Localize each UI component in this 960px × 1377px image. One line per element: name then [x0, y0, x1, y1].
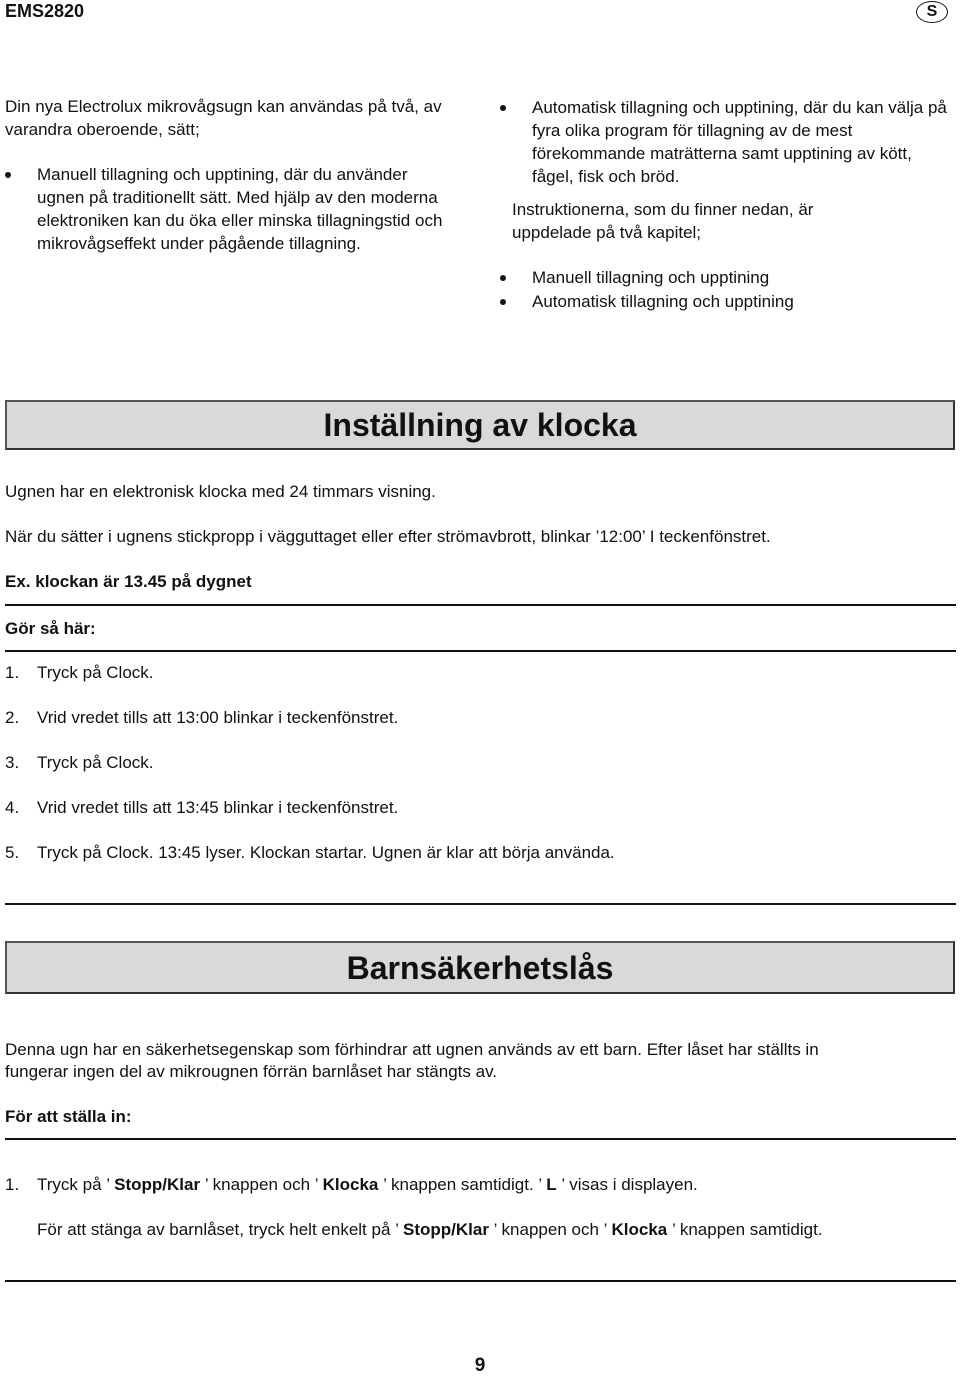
bullet-icon: [5, 172, 11, 178]
bullet-icon: [500, 299, 506, 305]
step-text: Tryck på ’: [37, 1175, 115, 1194]
clock-step: [5, 706, 398, 729]
list-item: [500, 290, 952, 314]
child-lock-off-instruction: [37, 1218, 823, 1241]
instruction-text: ’ knappen och ’: [488, 1220, 612, 1239]
stop-key-label: Stopp/Klar: [403, 1220, 489, 1239]
clock-section-heading: Inställning av klocka: [5, 400, 955, 450]
child-lock-description-line2: fungerar ingen del av mikrougnen förrän barnlåset har stängts av.: [5, 1062, 498, 1081]
howto-heading: Gör så här:: [5, 619, 96, 638]
manual-cooking-description: Manuell tillagning och upptining, där du använder ugnen på traditionellt sätt. Med hjälp av den moderna elektroniken kan du öka eller minska tillagningstid och mikrovågseffekt under pågående tillagning.: [37, 165, 443, 253]
clock-blink-info: När du sätter i ugnens stickpropp i vägguttaget eller efter strömavbrott, blinkar ’12:00’ I teckenfönstret.: [5, 527, 771, 546]
language-badge: S: [916, 1, 948, 23]
divider: [5, 604, 956, 606]
child-lock-description-line1: Denna ugn har en säkerhetsegenskap som förhindrar att ugnen används av ett barn. Efter låset har ställts in: [5, 1040, 819, 1059]
clock-step: [5, 751, 154, 774]
step-number: 1.: [5, 663, 20, 682]
clock-step: [5, 661, 154, 684]
step-number: 3.: [5, 753, 20, 772]
bullet-icon: [500, 105, 506, 111]
step-number: 5.: [5, 843, 20, 862]
step-number: 4.: [5, 798, 20, 817]
intro-left-list: [5, 163, 460, 255]
intro-paragraph: Din nya Electrolux mikrovågsugn kan användas på två, av varandra oberoende, sätt;: [5, 97, 442, 139]
setup-heading: För att ställa in:: [5, 1107, 132, 1126]
child-lock-step: [5, 1173, 698, 1196]
clock-key-label: Klocka: [322, 1175, 379, 1194]
step-text: Vrid vredet tills att 13:45 blinkar i teckenfönstret.: [37, 798, 399, 817]
lock-symbol-label: L: [546, 1175, 557, 1194]
clock-example: Ex. klockan är 13.45 på dygnet: [5, 572, 252, 591]
clock-description: Ugnen har en elektronisk klocka med 24 timmars visning.: [5, 482, 436, 501]
divider: [5, 1138, 956, 1140]
list-item: [500, 96, 952, 188]
instruction-text: För att stänga av barnlåset, tryck helt enkelt på ’: [37, 1220, 403, 1239]
chapter-automatic: Automatisk tillagning och upptining: [532, 292, 794, 311]
step-text: Tryck på Clock.: [37, 753, 154, 772]
divider: [5, 650, 956, 652]
instruction-text: ’ knappen samtidigt.: [667, 1220, 823, 1239]
step-text: Tryck på Clock. 13:45 lyser. Klockan startar. Ugnen är klar att börja använda.: [37, 843, 615, 862]
intro-right-list: [500, 96, 952, 188]
step-text: Vrid vredet tills att 13:00 blinkar i teckenfönstret.: [37, 708, 399, 727]
step-text: ’ knappen och ’: [200, 1175, 323, 1194]
list-item: [500, 266, 952, 290]
child-lock-section-heading: Barnsäkerhetslås: [5, 941, 955, 994]
stop-key-label: Stopp/Klar: [114, 1175, 201, 1194]
step-text: Tryck på Clock.: [37, 663, 154, 682]
intro-left-column: [5, 95, 460, 255]
chapter-list: [500, 266, 952, 314]
auto-cooking-description: Automatisk tillagning och upptining, där du kan välja på fyra olika program för tillagning av de mest förekommande maträtterna samt upptining av kött, fågel, fisk och bröd.: [532, 98, 947, 186]
instructions-paragraph: Instruktionerna, som du finner nedan, är uppdelade på två kapitel;: [512, 200, 814, 242]
bullet-icon: [500, 275, 506, 281]
divider: [5, 903, 956, 905]
intro-right-column: [512, 96, 952, 314]
step-text: ’ knappen samtidigt. ’: [378, 1175, 547, 1194]
clock-step: [5, 796, 398, 819]
list-item: [5, 163, 447, 255]
step-number: 2.: [5, 708, 20, 727]
clock-step: [5, 841, 615, 864]
divider: [5, 1280, 956, 1282]
chapter-manual: Manuell tillagning och upptining: [532, 268, 770, 287]
step-text: ’ visas i displayen.: [556, 1175, 698, 1194]
step-number: 1.: [5, 1175, 20, 1194]
page-number: 9: [474, 1355, 486, 1376]
clock-key-label: Klocka: [611, 1220, 668, 1239]
document-model: EMS2820: [5, 1, 85, 21]
